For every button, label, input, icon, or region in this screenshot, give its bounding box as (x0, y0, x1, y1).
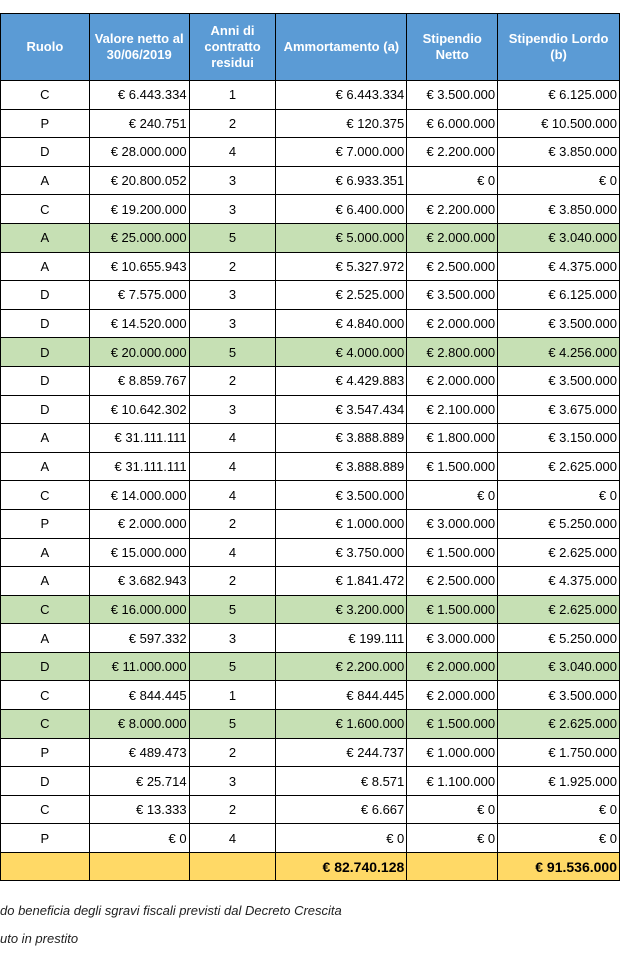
cell-ammortamento: € 1.600.000 (276, 710, 407, 739)
cell-anni-residui: 4 (189, 138, 276, 167)
cell-anni-residui: 4 (189, 538, 276, 567)
table-row (1, 595, 620, 624)
cell-ruolo: A (1, 252, 90, 281)
cell-anni-residui: 3 (189, 281, 276, 310)
cell-anni-residui: 3 (189, 309, 276, 338)
cell-ruolo: D (1, 652, 90, 681)
table-row (1, 395, 620, 424)
cell-stipendio-lordo: € 4.375.000 (498, 567, 620, 596)
header-ammortamento: Ammortamento (a) (276, 14, 407, 81)
cell-anni-residui: 4 (189, 481, 276, 510)
cell-ruolo: P (1, 509, 90, 538)
cell-stipendio-lordo: € 1.750.000 (498, 738, 620, 767)
total-empty-cell (189, 853, 276, 881)
cell-ammortamento: € 3.888.889 (276, 424, 407, 453)
header-stipendio-netto: Stipendio Netto (407, 14, 498, 81)
cell-stipendio-netto: € 1.500.000 (407, 452, 498, 481)
cell-ruolo: D (1, 366, 90, 395)
cell-ruolo: P (1, 738, 90, 767)
cell-valore-netto: € 25.000.000 (89, 223, 189, 252)
table-row (1, 81, 620, 110)
cell-stipendio-lordo: € 3.500.000 (498, 309, 620, 338)
table-row (1, 281, 620, 310)
cell-stipendio-netto: € 6.000.000 (407, 109, 498, 138)
cell-valore-netto: € 10.655.943 (89, 252, 189, 281)
cell-stipendio-lordo: € 0 (498, 824, 620, 853)
cell-valore-netto: € 10.642.302 (89, 395, 189, 424)
cell-stipendio-netto: € 2.800.000 (407, 338, 498, 367)
cell-ruolo: D (1, 338, 90, 367)
table-row (1, 738, 620, 767)
cell-stipendio-netto: € 2.100.000 (407, 395, 498, 424)
cell-ruolo: D (1, 138, 90, 167)
header-anni-residui: Anni di contratto residui (189, 14, 276, 81)
table-row (1, 195, 620, 224)
cell-stipendio-netto: € 2.200.000 (407, 138, 498, 167)
cell-valore-netto: € 13.333 (89, 795, 189, 824)
cell-valore-netto: € 2.000.000 (89, 509, 189, 538)
cell-ammortamento: € 3.200.000 (276, 595, 407, 624)
cell-valore-netto: € 3.682.943 (89, 567, 189, 596)
cell-stipendio-netto: € 2.000.000 (407, 366, 498, 395)
cell-stipendio-lordo: € 3.850.000 (498, 138, 620, 167)
cell-anni-residui: 2 (189, 509, 276, 538)
table-row (1, 309, 620, 338)
totals-row (1, 853, 620, 881)
cell-stipendio-netto: € 3.000.000 (407, 509, 498, 538)
cell-stipendio-lordo: € 10.500.000 (498, 109, 620, 138)
table-row (1, 252, 620, 281)
cell-valore-netto: € 6.443.334 (89, 81, 189, 110)
cell-ruolo: C (1, 710, 90, 739)
cell-stipendio-lordo: € 3.040.000 (498, 223, 620, 252)
cell-ammortamento: € 6.443.334 (276, 81, 407, 110)
header-valore-netto: Valore netto al 30/06/2019 (89, 14, 189, 81)
cell-ruolo: D (1, 395, 90, 424)
cell-stipendio-lordo: € 6.125.000 (498, 81, 620, 110)
cell-stipendio-lordo: € 3.040.000 (498, 652, 620, 681)
cell-ruolo: C (1, 795, 90, 824)
cell-ruolo: A (1, 567, 90, 596)
cell-ammortamento: € 5.000.000 (276, 223, 407, 252)
cell-stipendio-lordo: € 3.675.000 (498, 395, 620, 424)
total-empty-cell (1, 853, 90, 881)
cell-ammortamento: € 2.200.000 (276, 652, 407, 681)
cell-ammortamento: € 3.547.434 (276, 395, 407, 424)
table-row (1, 338, 620, 367)
cell-valore-netto: € 8.859.767 (89, 366, 189, 395)
table-row (1, 681, 620, 710)
cell-ammortamento: € 6.400.000 (276, 195, 407, 224)
cell-anni-residui: 5 (189, 338, 276, 367)
table-row (1, 452, 620, 481)
cell-ruolo: D (1, 767, 90, 796)
cell-ammortamento: € 120.375 (276, 109, 407, 138)
cell-ammortamento: € 4.840.000 (276, 309, 407, 338)
table-row (1, 138, 620, 167)
cell-stipendio-netto: € 2.000.000 (407, 681, 498, 710)
cell-stipendio-lordo: € 2.625.000 (498, 452, 620, 481)
cell-stipendio-netto: € 2.500.000 (407, 252, 498, 281)
cell-ruolo: P (1, 109, 90, 138)
total-ammortamento: € 82.740.128 (276, 853, 407, 881)
table-row (1, 109, 620, 138)
cell-anni-residui: 4 (189, 824, 276, 853)
cell-stipendio-netto: € 2.000.000 (407, 223, 498, 252)
cell-ammortamento: € 3.750.000 (276, 538, 407, 567)
cell-stipendio-netto: € 1.100.000 (407, 767, 498, 796)
cell-stipendio-lordo: € 0 (498, 795, 620, 824)
cell-valore-netto: € 31.111.111 (89, 452, 189, 481)
cell-ammortamento: € 6.667 (276, 795, 407, 824)
cell-ruolo: C (1, 195, 90, 224)
cell-stipendio-lordo: € 6.125.000 (498, 281, 620, 310)
cell-stipendio-lordo: € 3.500.000 (498, 366, 620, 395)
cell-anni-residui: 3 (189, 166, 276, 195)
cell-stipendio-netto: € 1.500.000 (407, 538, 498, 567)
cell-ruolo: C (1, 481, 90, 510)
table-row (1, 824, 620, 853)
cell-stipendio-netto: € 0 (407, 795, 498, 824)
table-row (1, 795, 620, 824)
footnotes (0, 901, 342, 957)
cell-stipendio-lordo: € 5.250.000 (498, 624, 620, 653)
header-row (1, 14, 620, 81)
cell-stipendio-netto: € 2.000.000 (407, 309, 498, 338)
cell-stipendio-netto: € 2.500.000 (407, 567, 498, 596)
table-row (1, 538, 620, 567)
cell-anni-residui: 4 (189, 452, 276, 481)
header-stipendio-lordo: Stipendio Lordo (b) (498, 14, 620, 81)
cell-stipendio-netto: € 0 (407, 166, 498, 195)
table-row (1, 624, 620, 653)
total-stipendio-lordo: € 91.536.000 (498, 853, 620, 881)
cell-ammortamento: € 3.500.000 (276, 481, 407, 510)
cell-ruolo: A (1, 538, 90, 567)
cell-stipendio-lordo: € 5.250.000 (498, 509, 620, 538)
cell-valore-netto: € 31.111.111 (89, 424, 189, 453)
cell-ammortamento: € 4.000.000 (276, 338, 407, 367)
cell-ruolo: C (1, 681, 90, 710)
cell-anni-residui: 3 (189, 195, 276, 224)
table-row (1, 166, 620, 195)
table-row (1, 509, 620, 538)
table-row (1, 424, 620, 453)
cell-anni-residui: 5 (189, 652, 276, 681)
cell-ammortamento: € 2.525.000 (276, 281, 407, 310)
table-row (1, 481, 620, 510)
cell-valore-netto: € 597.332 (89, 624, 189, 653)
cell-valore-netto: € 20.800.052 (89, 166, 189, 195)
cell-anni-residui: 5 (189, 710, 276, 739)
cell-stipendio-netto: € 2.200.000 (407, 195, 498, 224)
cell-valore-netto: € 11.000.000 (89, 652, 189, 681)
cell-ammortamento: € 199.111 (276, 624, 407, 653)
cell-valore-netto: € 0 (89, 824, 189, 853)
cell-stipendio-lordo: € 4.375.000 (498, 252, 620, 281)
cell-anni-residui: 3 (189, 767, 276, 796)
cell-anni-residui: 1 (189, 681, 276, 710)
cell-valore-netto: € 28.000.000 (89, 138, 189, 167)
cell-ammortamento: € 1.000.000 (276, 509, 407, 538)
cell-ruolo: A (1, 452, 90, 481)
cell-ruolo: A (1, 166, 90, 195)
cell-ruolo: C (1, 81, 90, 110)
players-table (0, 13, 620, 881)
cell-anni-residui: 2 (189, 366, 276, 395)
cell-stipendio-lordo: € 1.925.000 (498, 767, 620, 796)
cell-stipendio-netto: € 1.800.000 (407, 424, 498, 453)
cell-ammortamento: € 0 (276, 824, 407, 853)
cell-ammortamento: € 5.327.972 (276, 252, 407, 281)
cell-ammortamento: € 6.933.351 (276, 166, 407, 195)
cell-stipendio-lordo: € 3.850.000 (498, 195, 620, 224)
cell-valore-netto: € 25.714 (89, 767, 189, 796)
cell-stipendio-netto: € 1.000.000 (407, 738, 498, 767)
cell-stipendio-netto: € 3.500.000 (407, 281, 498, 310)
cell-valore-netto: € 240.751 (89, 109, 189, 138)
cell-valore-netto: € 20.000.000 (89, 338, 189, 367)
cell-anni-residui: 2 (189, 567, 276, 596)
table-row (1, 567, 620, 596)
table-row (1, 366, 620, 395)
total-empty-cell (407, 853, 498, 881)
header-ruolo: Ruolo (1, 14, 90, 81)
cell-anni-residui: 2 (189, 738, 276, 767)
cell-anni-residui: 4 (189, 424, 276, 453)
cell-valore-netto: € 15.000.000 (89, 538, 189, 567)
cell-ruolo: A (1, 424, 90, 453)
footnote-prestito: uto in prestito (0, 931, 79, 946)
cell-stipendio-netto: € 2.000.000 (407, 652, 498, 681)
cell-stipendio-netto: € 1.500.000 (407, 595, 498, 624)
cell-ruolo: P (1, 824, 90, 853)
cell-stipendio-netto: € 3.000.000 (407, 624, 498, 653)
table-row (1, 767, 620, 796)
cell-valore-netto: € 489.473 (89, 738, 189, 767)
cell-stipendio-lordo: € 0 (498, 166, 620, 195)
cell-anni-residui: 2 (189, 252, 276, 281)
cell-anni-residui: 1 (189, 81, 276, 110)
cell-valore-netto: € 844.445 (89, 681, 189, 710)
cell-stipendio-lordo: € 4.256.000 (498, 338, 620, 367)
table-row (1, 223, 620, 252)
cell-stipendio-lordo: € 3.150.000 (498, 424, 620, 453)
cell-anni-residui: 5 (189, 223, 276, 252)
cell-ruolo: A (1, 624, 90, 653)
cell-stipendio-lordo: € 3.500.000 (498, 681, 620, 710)
cell-stipendio-netto: € 0 (407, 481, 498, 510)
cell-stipendio-lordo: € 2.625.000 (498, 595, 620, 624)
cell-ruolo: D (1, 281, 90, 310)
cell-valore-netto: € 8.000.000 (89, 710, 189, 739)
cell-ammortamento: € 4.429.883 (276, 366, 407, 395)
table-row (1, 710, 620, 739)
cell-anni-residui: 2 (189, 795, 276, 824)
cell-ammortamento: € 244.737 (276, 738, 407, 767)
cell-valore-netto: € 14.520.000 (89, 309, 189, 338)
cell-stipendio-netto: € 1.500.000 (407, 710, 498, 739)
cell-stipendio-lordo: € 0 (498, 481, 620, 510)
cell-ammortamento: € 844.445 (276, 681, 407, 710)
cell-valore-netto: € 19.200.000 (89, 195, 189, 224)
cell-valore-netto: € 14.000.000 (89, 481, 189, 510)
cell-ammortamento: € 1.841.472 (276, 567, 407, 596)
cell-ammortamento: € 8.571 (276, 767, 407, 796)
cell-anni-residui: 5 (189, 595, 276, 624)
cell-anni-residui: 2 (189, 109, 276, 138)
cell-ruolo: D (1, 309, 90, 338)
cell-ruolo: C (1, 595, 90, 624)
cell-anni-residui: 3 (189, 395, 276, 424)
cell-ammortamento: € 7.000.000 (276, 138, 407, 167)
cell-valore-netto: € 7.575.000 (89, 281, 189, 310)
cell-stipendio-netto: € 3.500.000 (407, 81, 498, 110)
footnote-decreto-crescita: do beneficia degli sgravi fiscali previsti dal Decreto Crescita (0, 903, 342, 918)
total-empty-cell (89, 853, 189, 881)
cell-ammortamento: € 3.888.889 (276, 452, 407, 481)
table-row (1, 652, 620, 681)
cell-stipendio-lordo: € 2.625.000 (498, 538, 620, 567)
cell-ruolo: A (1, 223, 90, 252)
cell-stipendio-netto: € 0 (407, 824, 498, 853)
cell-stipendio-lordo: € 2.625.000 (498, 710, 620, 739)
cell-valore-netto: € 16.000.000 (89, 595, 189, 624)
cell-anni-residui: 3 (189, 624, 276, 653)
